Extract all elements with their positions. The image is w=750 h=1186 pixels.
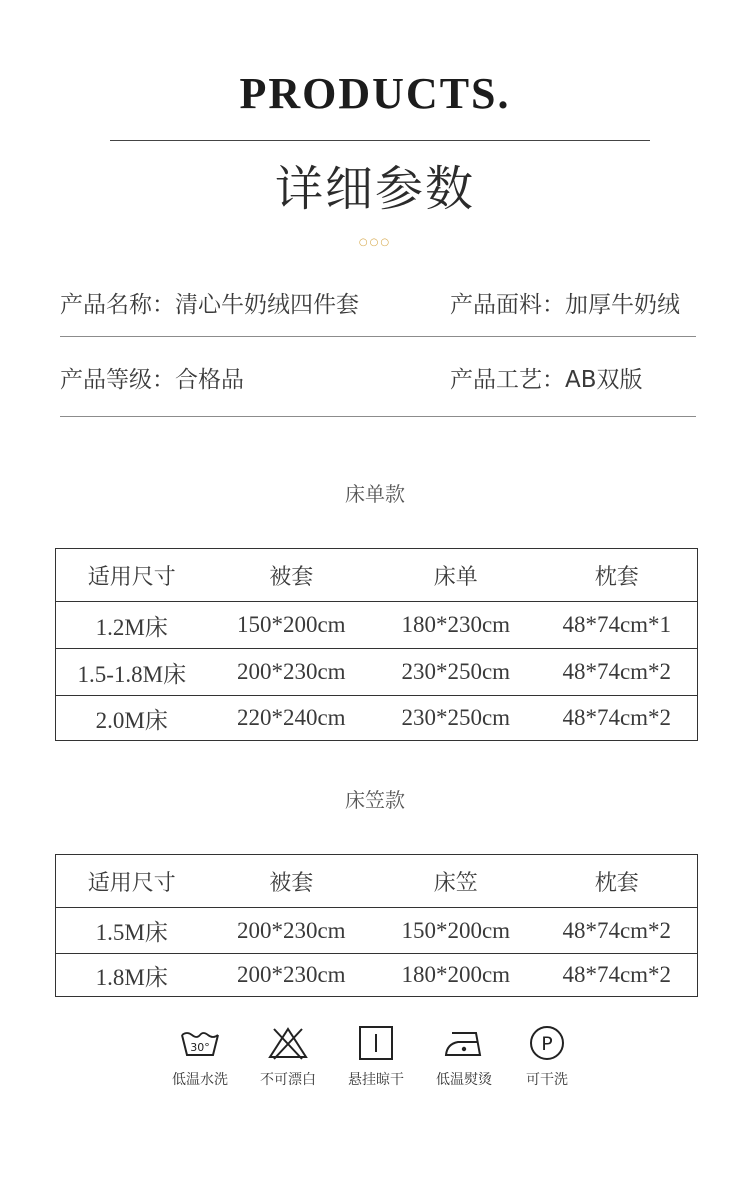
table-header-cell: 床笠 [433,870,478,896]
section-title-fitted: 床笠款 [345,788,405,812]
spec-table-sheet [55,548,698,741]
info-grade: 产品等级：合格品 [60,367,244,393]
table-header-row [56,855,697,907]
care-label-iron: 低温熨烫 [436,1072,492,1088]
table-header-cell: 被套 [269,564,314,590]
table-cell: 48*74cm*2 [562,917,672,943]
care-item-no-bleach [243,1025,333,1089]
care-item-wash [155,1025,245,1089]
info-row-2 [60,361,696,401]
dry-clean-symbol: P [541,1033,553,1055]
table-header-cell: 枕套 [594,564,639,590]
table-cell: 48*74cm*2 [562,659,672,684]
title-divider [110,140,650,141]
table-header-cell: 被套 [269,870,314,896]
decorative-dots: ○○○ [358,237,392,248]
info-row-1 [60,286,696,326]
table-header-cell: 床单 [433,564,478,590]
care-item-hang-dry [331,1025,421,1089]
table-cell: 230*250cm [401,705,511,730]
table-header-cell: 枕套 [594,870,639,896]
info-fabric: 产品面料：加厚牛奶绒 [450,292,680,318]
care-item-iron [419,1025,509,1089]
table-cell: 1.5-1.8M床 [77,661,187,687]
table-cell: 200*230cm [236,659,346,684]
table-row [56,953,697,996]
section-title-sheet: 床单款 [345,482,405,506]
table-cell: 48*74cm*1 [562,612,672,637]
table-row [56,907,697,953]
page-title-en: PRODUCTS. [239,69,511,118]
table-cell: 48*74cm*2 [562,705,672,730]
info-product-name: 产品名称：清心牛奶绒四件套 [60,292,359,318]
page-title-cn: 详细参数 [274,161,475,217]
care-item-dry-clean [502,1025,592,1089]
table-header-cell: 适用尺寸 [87,564,176,590]
care-label-no-bleach: 不可漂白 [260,1072,316,1088]
spec-table-fitted [55,854,698,997]
table-row [56,648,697,695]
info-divider-2 [60,416,696,417]
table-cell: 150*200cm [236,612,346,637]
table-cell: 2.0M床 [95,707,168,733]
table-cell: 1.8M床 [95,964,168,990]
care-label-wash: 低温水洗 [172,1072,228,1088]
table-cell: 180*230cm [401,612,511,637]
table-cell: 230*250cm [401,659,511,684]
info-craft: 产品工艺：AB双版 [450,367,643,393]
table-cell: 48*74cm*2 [562,962,672,987]
hang-dry-icon [354,1025,398,1061]
table-row [56,601,697,648]
table-header-row [56,549,697,601]
table-cell: 180*200cm [401,962,511,987]
table-cell: 150*200cm [401,917,511,943]
wash-30-icon [178,1025,222,1061]
info-divider-1 [60,336,696,337]
dry-clean-icon [525,1025,569,1061]
table-cell: 220*240cm [236,705,346,730]
table-cell: 1.5M床 [95,920,168,945]
table-cell: 200*230cm [236,962,346,987]
table-row [56,695,697,740]
care-instructions [0,1025,750,1105]
wash-temp-label: 30° [190,1041,210,1054]
care-label-hang-dry: 悬挂晾干 [348,1072,404,1088]
care-label-dry-clean: 可干洗 [526,1072,568,1088]
low-iron-icon [442,1025,486,1061]
table-cell: 1.2M床 [95,614,168,640]
table-cell: 200*230cm [236,917,346,943]
table-header-cell: 适用尺寸 [87,870,176,896]
no-bleach-icon [266,1025,310,1061]
